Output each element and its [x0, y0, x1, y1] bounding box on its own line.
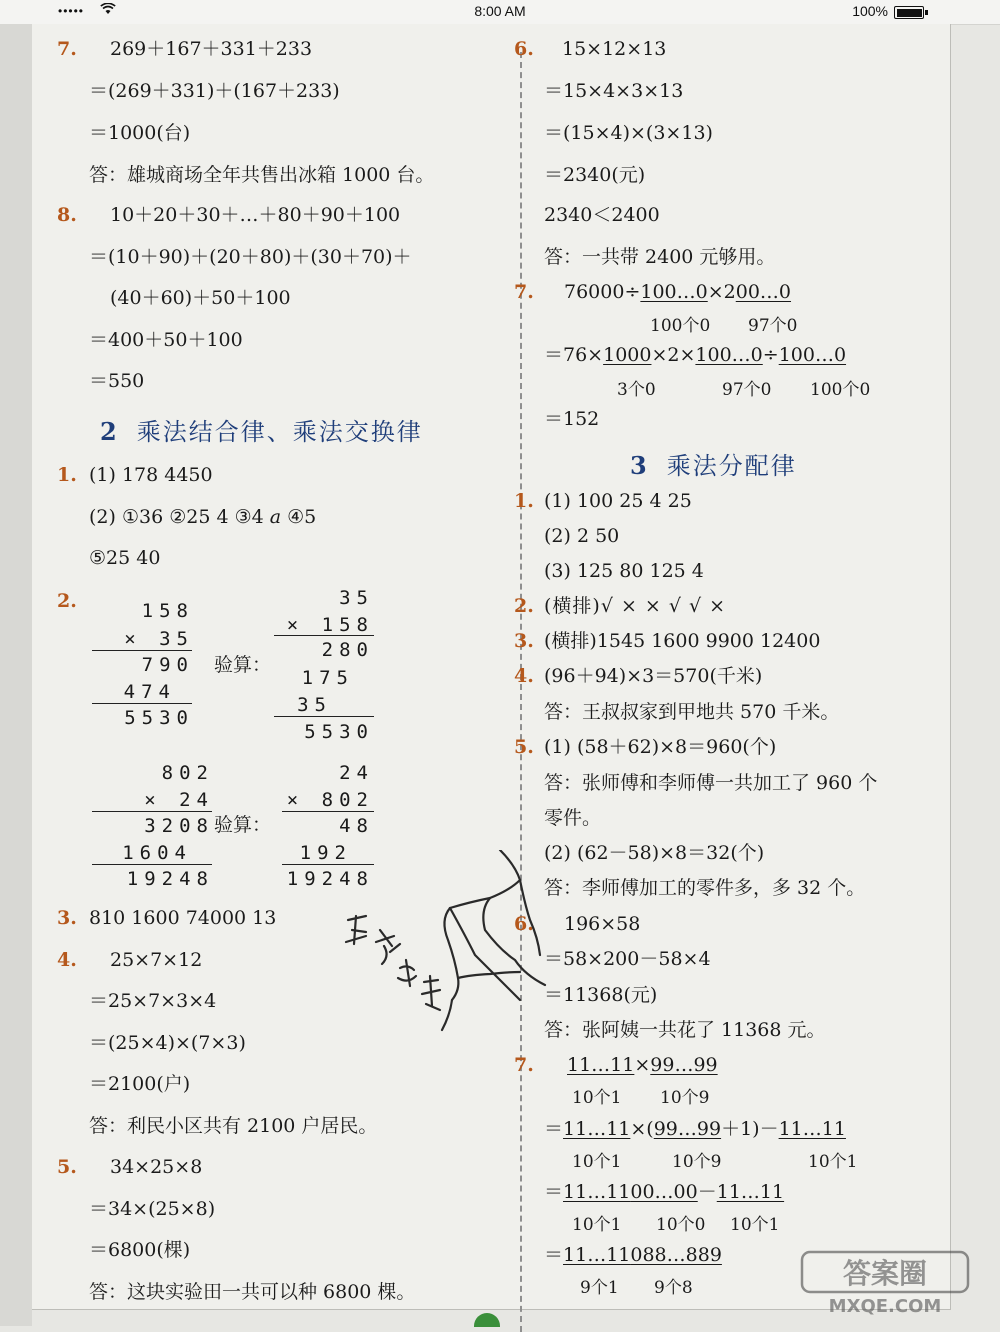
question-number: 5. — [57, 1156, 77, 1178]
digit-count-label: 10个1 — [572, 1215, 622, 1235]
text-line: ＝58×200－58×4 — [544, 948, 711, 970]
text-line: ＝400＋50＋100 — [89, 329, 243, 351]
text-line: 10＋20＋30＋…＋80＋90＋100 — [110, 204, 401, 226]
mult-rule — [274, 716, 374, 717]
text-line: ＝(269＋331)＋(167＋233) — [89, 80, 340, 102]
text-segment: ÷ — [762, 344, 779, 366]
underlined-number: 100…0 — [695, 344, 763, 366]
zero-count-label: 100个0 — [650, 316, 711, 336]
status-bar — [0, 0, 1000, 25]
battery-icon — [894, 6, 924, 19]
text-line — [564, 281, 791, 303]
underlined-number: 088…889 — [630, 1244, 722, 1266]
text-segment: ×2 — [707, 281, 736, 303]
text-line: ⑤25 40 — [89, 547, 161, 569]
mult-multiplier: × 35 — [124, 628, 194, 650]
mult-multiplier: × 802 — [286, 789, 374, 811]
text-line: ＝25×7×3×4 — [89, 990, 217, 1012]
stamp-url: MXQE.COM — [828, 1296, 942, 1316]
text-line: (横排)1545 1600 9900 12400 — [544, 630, 821, 652]
mult-rule — [92, 650, 192, 651]
text-line: 196×58 — [564, 913, 641, 935]
text-segment: ＋1)－ — [721, 1118, 779, 1140]
underlined-number: 100…0 — [640, 281, 708, 303]
section-number: 3 — [630, 451, 649, 480]
digit-count-label: 10个9 — [660, 1088, 710, 1108]
digit-count-label: 9个8 — [654, 1278, 693, 1298]
text-segment: ＝ — [544, 1244, 564, 1266]
mult-multiplicand: 802 — [161, 762, 214, 784]
mult-rule — [92, 811, 212, 812]
question-number: 4. — [514, 665, 534, 687]
text-segment: ＝ — [544, 1118, 564, 1140]
mult-partial: 35 — [297, 694, 332, 716]
text-segment: (2) ①36 ②25 4 ③4 — [89, 506, 270, 528]
digit-count-label: 10个1 — [730, 1215, 780, 1235]
text-line: ＝(10＋90)＋(20＋80)＋(30＋70)＋ — [89, 246, 412, 268]
text-line: (3) 125 80 125 4 — [544, 560, 704, 582]
question-number: 7. — [514, 1054, 534, 1076]
section-title: 乘法分配律 — [666, 452, 797, 480]
variable-a: a — [269, 506, 282, 528]
answer-line: 答：王叔叔家到甲地共 570 千米。 — [544, 701, 840, 723]
stamp-watermark — [800, 1250, 970, 1316]
text-line: ＝11368(元) — [544, 984, 658, 1006]
text-segment: ×( — [630, 1118, 654, 1140]
question-number: 1. — [514, 490, 534, 512]
text-line — [89, 506, 316, 528]
digit-count-label: 10个1 — [572, 1152, 622, 1172]
digit-count-label: 9个1 — [580, 1278, 619, 1298]
answer-line: 答：利民小区共有 2100 户居民。 — [89, 1115, 378, 1137]
text-segment: ＝ — [544, 1181, 564, 1203]
text-line: ＝(25×4)×(7×3) — [89, 1032, 246, 1054]
question-number: 2. — [514, 595, 534, 617]
check-label: 验算： — [214, 654, 272, 676]
text-line: ＝6800(棵) — [89, 1239, 191, 1261]
text-line: ＝550 — [89, 370, 145, 392]
text-line: (1) (58＋62)×8＝960(个) — [544, 736, 777, 758]
question-number: 3. — [57, 907, 77, 929]
zero-count-label: 97个0 — [722, 380, 772, 400]
section-heading — [100, 412, 423, 447]
question-number: 6. — [514, 38, 534, 60]
answer-line: 答：李师傅加工的零件多，多 32 个。 — [544, 877, 866, 899]
text-line: (1) 178 4450 — [89, 464, 213, 486]
zero-count-label: 97个0 — [748, 316, 798, 336]
mult-result: 19248 — [126, 868, 214, 890]
text-segment: 76000÷ — [564, 281, 641, 303]
stamp-title: 答案圈 — [842, 1257, 928, 1290]
answer-line: 答：一共带 2400 元够用。 — [544, 246, 776, 268]
mult-result: 19248 — [286, 868, 374, 890]
question-number: 6. — [514, 913, 534, 935]
text-line: 269＋167＋331＋233 — [110, 38, 313, 60]
text-line: ＝152 — [544, 408, 600, 430]
text-line — [567, 1054, 718, 1076]
text-segment: × — [634, 1054, 651, 1076]
text-line: ＝1000(台) — [89, 122, 191, 144]
text-line: (40＋60)＋50＋100 — [110, 287, 291, 309]
underlined-number: 1000 — [603, 344, 652, 366]
text-line: (2) 2 50 — [544, 525, 620, 547]
text-segment: ＝76× — [544, 344, 604, 366]
mult-partial: 1604 — [122, 842, 192, 864]
text-line — [544, 1181, 784, 1203]
mult-multiplicand: 24 — [339, 762, 374, 784]
mult-partial: 790 — [141, 654, 194, 676]
question-number: 5. — [514, 736, 534, 758]
text-line — [544, 1244, 722, 1266]
underlined-number: 11…11 — [778, 1118, 846, 1140]
document-page — [32, 24, 951, 1310]
question-number: 8. — [57, 204, 77, 226]
question-number: 7. — [57, 38, 77, 60]
digit-count-label: 10个1 — [808, 1152, 858, 1172]
check-label: 验算： — [214, 814, 272, 836]
column-divider — [520, 52, 522, 1332]
mult-rule — [282, 811, 374, 812]
text-line: 25×7×12 — [110, 949, 203, 971]
text-line: ＝15×4×3×13 — [544, 80, 684, 102]
question-number: 3. — [514, 630, 534, 652]
question-number: 4. — [57, 949, 77, 971]
digit-count-label: 10个1 — [572, 1088, 622, 1108]
text-line: (96＋94)×3＝570(千米) — [544, 665, 763, 687]
zero-count-label: 3个0 — [617, 380, 656, 400]
mult-multiplicand: 35 — [339, 587, 374, 609]
text-line — [544, 344, 846, 366]
digit-count-label: 10个9 — [672, 1152, 722, 1172]
mult-partial: 175 — [301, 667, 354, 689]
text-line: (2) (62－58)×8＝32(个) — [544, 842, 765, 864]
mult-result: 5530 — [304, 721, 374, 743]
underlined-number: 00…00 — [630, 1181, 698, 1203]
mult-rule — [92, 864, 212, 865]
mult-multiplicand: 158 — [141, 600, 194, 622]
text-line: ＝(15×4)×(3×13) — [544, 122, 713, 144]
mult-partial: 474 — [123, 681, 176, 703]
handwritten-watermark — [340, 850, 570, 1060]
underlined-number: 99…99 — [650, 1054, 718, 1076]
zero-count-label: 100个0 — [810, 380, 871, 400]
mult-result: 5530 — [124, 707, 194, 729]
question-number: 1. — [57, 464, 77, 486]
answer-line: 答：雄城商场全年共售出冰箱 1000 台。 — [89, 164, 435, 186]
text-line — [544, 1118, 846, 1140]
answer-line: 零件。 — [544, 807, 602, 829]
underlined-number: 100…0 — [778, 344, 847, 366]
mult-rule — [274, 635, 374, 636]
page-gutter — [0, 24, 32, 1326]
answer-line: 答：张阿姨一共花了 11368 元。 — [544, 1019, 826, 1041]
underlined-number: 11…11 — [563, 1244, 631, 1266]
status-time: 8:00 AM — [474, 3, 526, 19]
text-line: (1) 100 25 4 25 — [544, 490, 692, 512]
text-line: ＝2100(户) — [89, 1073, 191, 1095]
text-line: (横排)√ × × √ √ × — [544, 595, 727, 617]
mult-multiplier: × 158 — [286, 614, 374, 636]
section-heading — [630, 446, 797, 481]
text-line: 2340＜2400 — [544, 204, 660, 226]
answer-line: 答：这块实验田一共可以种 6800 棵。 — [89, 1281, 416, 1303]
question-number: 7. — [514, 281, 534, 303]
underlined-number: 11…11 — [567, 1054, 635, 1076]
mult-partial: 192 — [299, 842, 352, 864]
battery-percent: 100% — [852, 3, 888, 19]
mult-partial: 48 — [339, 815, 374, 837]
answer-line: 答：张师傅和李师傅一共加工了 960 个 — [544, 772, 878, 794]
digit-count-label: 10个0 — [656, 1215, 706, 1235]
mult-multiplier: × 24 — [144, 789, 214, 811]
text-line: 810 1600 74000 13 — [89, 907, 277, 929]
mult-rule — [92, 703, 192, 704]
mult-partial: 3208 — [144, 815, 214, 837]
signal-icon: ••••• — [58, 4, 85, 18]
underlined-number: 11…11 — [563, 1181, 631, 1203]
page-indicator — [474, 1313, 500, 1327]
section-number: 2 — [100, 417, 119, 446]
text-line: 34×25×8 — [110, 1156, 203, 1178]
text-line: ＝2340(元) — [544, 164, 646, 186]
question-number: 2. — [57, 590, 77, 612]
text-segment: ④5 — [281, 506, 317, 528]
text-line: ＝34×(25×8) — [89, 1198, 216, 1220]
text-segment: － — [697, 1181, 717, 1203]
underlined-number: 99…99 — [653, 1118, 722, 1140]
text-line: 15×12×13 — [562, 38, 667, 60]
text-segment: ×2× — [651, 344, 696, 366]
underlined-number: 11…11 — [716, 1181, 785, 1203]
mult-partial: 280 — [321, 639, 374, 661]
underlined-number: 00…0 — [735, 281, 792, 303]
underlined-number: 11…11 — [563, 1118, 631, 1140]
section-title: 乘法结合律、乘法交换律 — [136, 418, 423, 446]
